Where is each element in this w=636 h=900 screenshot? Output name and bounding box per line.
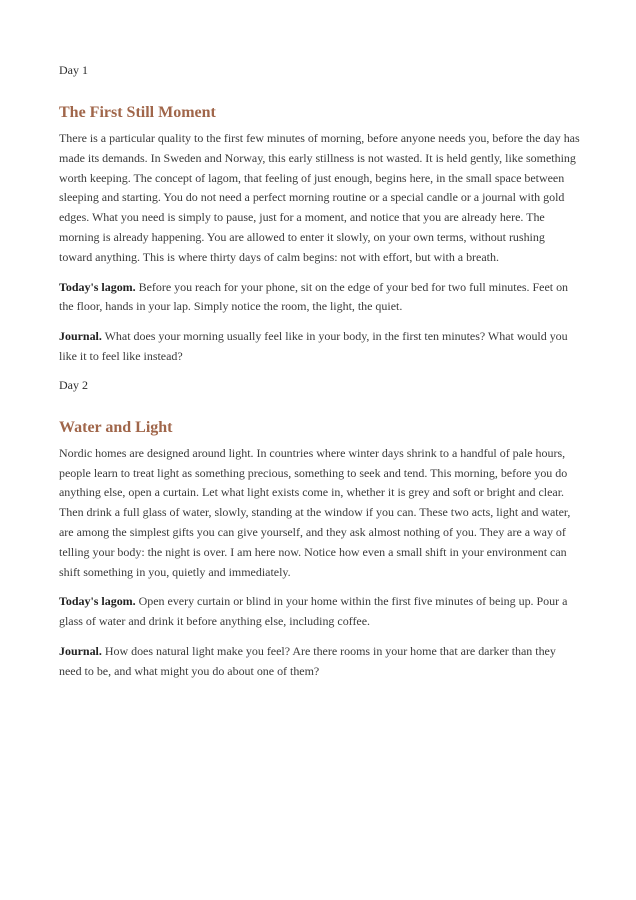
body-paragraph: There is a particular quality to the first few minutes of morning, before anyone needs you, before the day has made its demands. In Sweden and Norway, this early stillness is not wasted. It is held gently, like something worth keeping. The concept of lagom, that feeling of just enough, begins here, in the small space between sleeping and starting. You do not need a perfect morning routine or a special candle or a journal with gold edges. What you need is simply to pause, just for a moment, and notice that you are already here. The morning is already happening. You are allowed to enter it slowly, on your own terms, without rushing toward anything. This is where thirty days of calm begins: not with effort, but with a breath. [59, 131, 580, 264]
section-title: Water and Light [59, 418, 173, 436]
lagom-label: Today's lagom. [59, 279, 136, 294]
journal-text: What does your morning usually feel like in your body, in the first ten minutes? What would you like it to feel like instead? [59, 329, 568, 363]
journal-paragraph [59, 642, 580, 682]
lagom-label: Today's lagom. [59, 594, 136, 609]
journal-label: Journal. [59, 643, 102, 658]
body-paragraph: Nordic homes are designed around light. In countries where winter days shrink to a handful of pale hours, people learn to treat light as something precious, something to seek and tend. This morning, before you do anything else, open a curtain. Let what light exists come in, whether it is grey and soft or bright and clear. Then drink a full glass of water, slowly, standing at the window if you can. These two acts, light and water, are among the simplest gifts you can give yourself, and they ask almost nothing of you. They are a way of telling your body: the night is over. I am here now. Notice how even a small shift in your environment can shift something in you, quietly and immediately. [59, 445, 571, 579]
lagom-paragraph [59, 278, 580, 318]
journal-text: How does natural light make you feel? Are there rooms in your home that are darker than they need to be, and what might you do about one of them? [59, 643, 556, 678]
journal-label: Journal. [59, 329, 102, 344]
lagom-text: Open every curtain or blind in your home within the first five minutes of being up. Pour a glass of water and drink it before anything else, including coffee. [59, 594, 568, 629]
journal-paragraph [59, 327, 580, 367]
day-section [59, 62, 580, 367]
day-section [59, 377, 580, 682]
lagom-paragraph [59, 592, 580, 632]
day-label: Day 1 [59, 63, 88, 77]
section-title: The First Still Moment [59, 104, 216, 121]
day-label: Day 2 [59, 377, 88, 392]
lagom-text: Before you reach for your phone, sit on the edge of your bed for two full minutes. Feet on the floor, hands in your lap. Simply notice the room, the light, the quiet. [59, 279, 569, 314]
